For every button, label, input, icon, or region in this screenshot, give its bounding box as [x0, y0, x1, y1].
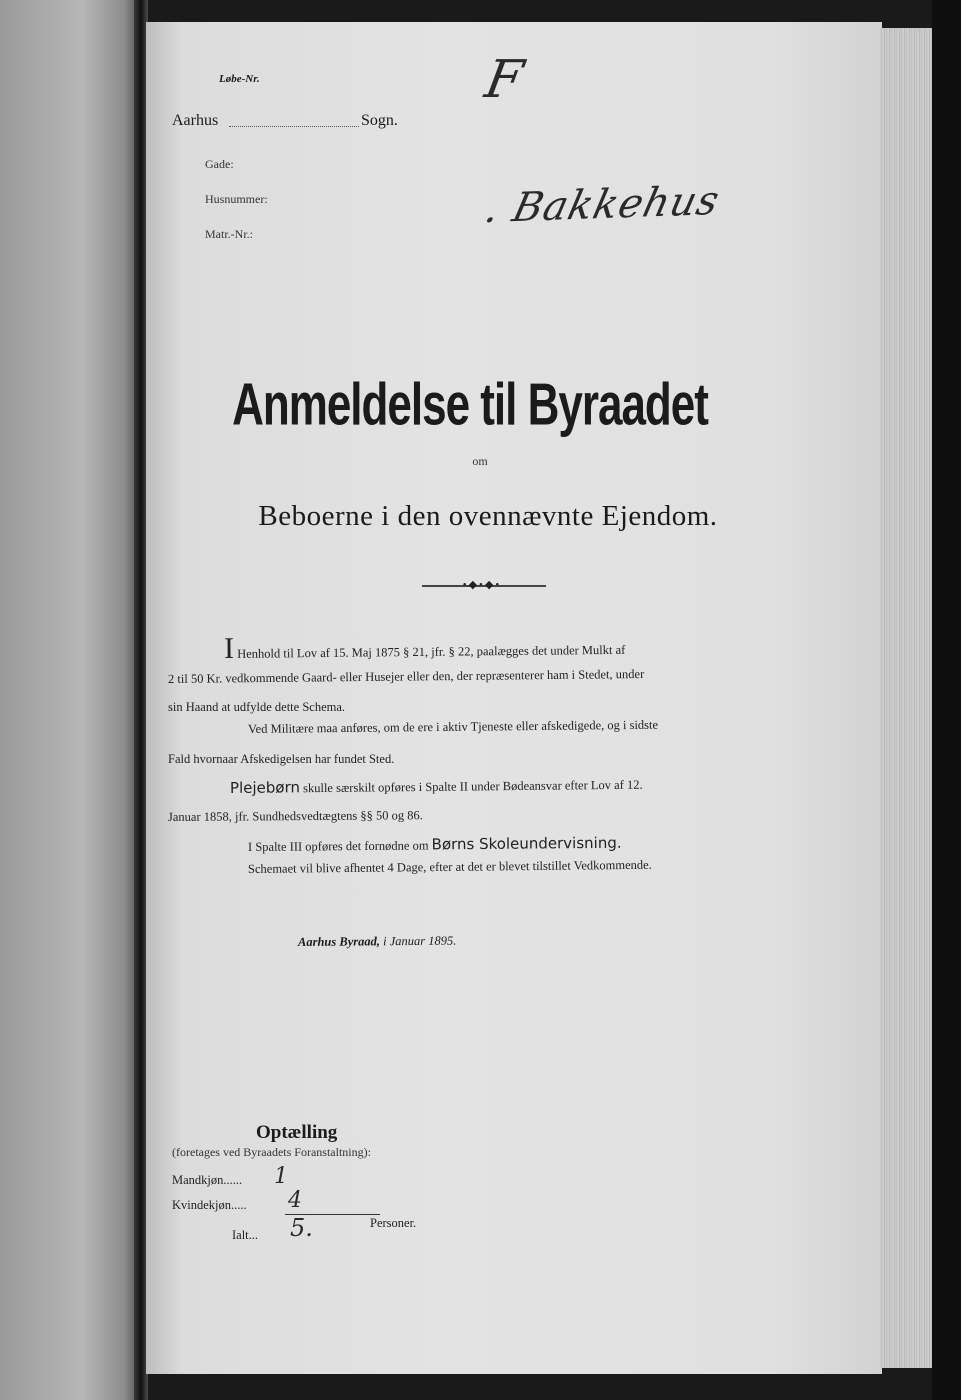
- signature: [298, 934, 456, 950]
- signature-date: i Januar 1895.: [383, 933, 457, 949]
- subtitle: Beboerne i den ovennævnte Ejendom.: [258, 500, 718, 532]
- gade-label: Gade:: [205, 157, 234, 171]
- count-subtitle: (foretages ved Byraadets Foranstaltning):: [172, 1145, 371, 1159]
- count-title: Optælling: [256, 1122, 338, 1143]
- paragraph-4: I Spalte III opføres det fornødne om Børns Skoleundervisning.: [247, 833, 622, 854]
- matr-nr-label: Matr.-Nr.:: [205, 227, 253, 241]
- plejeborn-word: Plejebørn: [229, 778, 301, 797]
- personer-label: Personer.: [370, 1216, 417, 1230]
- mandkjon-value: 1: [274, 1164, 288, 1189]
- main-title: Anmeldelse til Byraadet: [232, 372, 708, 439]
- mandkjon-label: Mandkjøn......: [172, 1173, 243, 1187]
- left-page-edge: [0, 0, 138, 1400]
- paragraph-1-line-2: 2 til 50 Kr. vedkommende Gaard- eller Husejer eller den, der repræsenterer ham i Stedet, under: [167, 667, 645, 686]
- sogn-label: Sogn.: [361, 112, 398, 129]
- background-right: [932, 0, 961, 1400]
- ialt-label: Ialt...: [232, 1228, 259, 1242]
- kvindekjon-label: Kvindekjøn.....: [172, 1198, 247, 1212]
- initial-letter: I: [223, 631, 235, 665]
- ornament-dots: •◆•◆•: [462, 579, 502, 591]
- paragraph-1-line-3: sin Haand at udfylde dette Schema.: [168, 700, 346, 714]
- page-edges: [880, 28, 932, 1368]
- handwritten-address: . Bakkehus: [480, 177, 725, 233]
- paragraph-2-line-1: Ved Militære maa anføres, om de ere i aktiv Tjeneste eller afskedigede, og i sidste: [247, 717, 659, 736]
- handwritten-letter: F: [480, 50, 528, 110]
- kvindekjon-value: 4: [288, 1188, 302, 1213]
- skoleundervisning-phrase: Børns Skoleundervisning.: [431, 833, 622, 854]
- paragraph-3-line-1: Plejebørn skulle særskilt opføres i Spalte II under Bødeansvar efter Lov af 12.: [229, 777, 643, 797]
- city-label: Aarhus: [172, 112, 219, 129]
- husnummer-label: Husnummer:: [205, 192, 268, 206]
- paragraph-5: Schemaet vil blive afhentet 4 Dage, efter at det er blevet tilstillet Vedkommende.: [247, 857, 652, 876]
- lobe-nr-label: Løbe-Nr.: [219, 73, 260, 85]
- paragraph-2-line-2: Fald hvornaar Afskedigelsen har fundet Sted.: [168, 752, 395, 766]
- sogn-fill-line: [229, 126, 359, 127]
- signature-name: Aarhus Byraad,: [297, 934, 381, 949]
- ialt-value: 5.: [290, 1214, 313, 1242]
- paragraph-3-line-2: Januar 1858, jfr. Sundhedsvedtægtens §§ 50 og 86.: [167, 808, 423, 824]
- title-om: om: [472, 454, 488, 468]
- paragraph-1-line-1: I Henhold til Lov af 15. Maj 1875 § 21, jfr. § 22, paalægges det under Mulkt af: [223, 631, 626, 665]
